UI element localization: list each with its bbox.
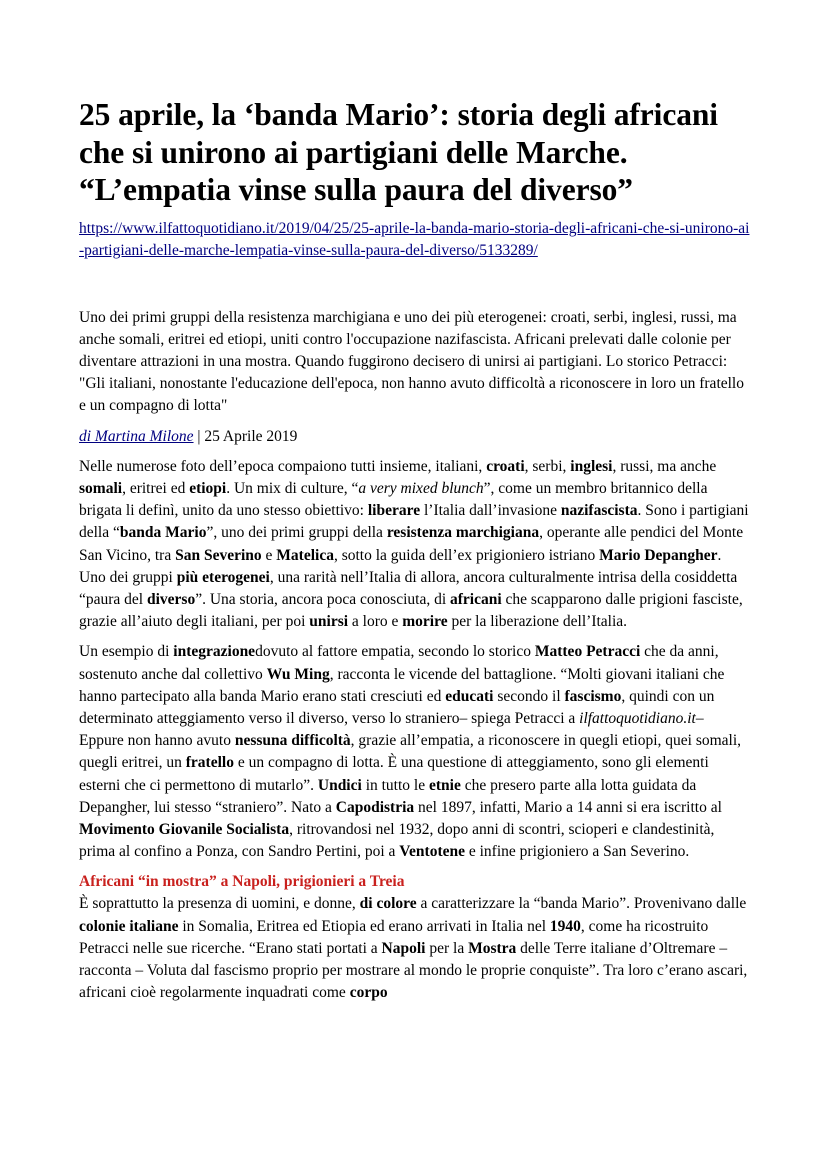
article (79, 96, 751, 1012)
article-summary: Uno dei primi gruppi della resistenza marchigiana e uno dei più eterogenei: croati, serbi, inglesi, russi, ma anche somali, eritrei ed etiopi, uniti contro l'occupazione nazifascista. Africani prelevati dalle colonie per diventare attrazioni in una mostra. Quando fuggirono decisero di unirsi ai partigiani. Lo storico Petracci: "Gli italiani, nonostante l'educazione dell'epoca, non hanno avuto difficoltà a riconoscere in loro un fratello e un compagno di lotta" (79, 308, 744, 415)
body-paragraph-3: È soprattutto la presenza di uomini, e donne, di colore a caratterizzare la “banda Mario”. Provenivano dalle colonie italiane in Somalia, Eritrea ed Etiopia ed erano arrivati in Italia nel 1940, come ha ricostruito Petracci nelle sue ricerche. “Erano stati portati a Napoli per la Mostra delle Terre italiane d’Oltremare – racconta – Voluta dal fascismo proprio per mostrare al mondo le proprie conquiste”. Tra loro c’erano ascari, africani cioè regolarmente inquadrati come corpo (79, 895, 748, 1002)
byline (79, 426, 751, 448)
article-title: 25 aprile, la ‘banda Mario’: storia degli africani che si unirono ai partigiani delle Marche. “L’empatia vinse sulla paura del diverso” (79, 97, 718, 207)
article-url-link[interactable]: https://www.ilfattoquotidiano.it/2019/04/25/25-aprile-la-banda-mario-storia-degli-africani-che-si-unirono-ai-partigiani-delle-marche-lempatia-vinse-sulla-paura-del-diverso/5133289/ (79, 219, 750, 259)
byline-separator: | (193, 427, 205, 445)
body-paragraph-1: Nelle numerose foto dell’epoca compaiono tutti insieme, italiani, croati, serbi, inglesi, russi, ma anche somali, eritrei ed etiopi. Un mix di culture, “a very mixed blunch”, come un membro britannico della brigata li definì, unito da uno stesso obiettivo: liberare l’Italia dall’invasione nazifascista. Sono i partigiani della “banda Mario”, uno dei primi gruppi della resistenza marchigiana, operante alle pendici del Monte San Vicino, tra San Severino e Matelica, sotto la guida dell’ex prigioniero istriano Mario Depangher. Uno dei gruppi più eterogenei, una rarità nell’Italia di allora, ancora culturalmente intrisa della cosiddetta “paura del diverso”. Una storia, ancora poca conosciuta, di africani che scapparono dalle prigioni fasciste, grazie all’aiuto degli italiani, per poi unirsi a loro e morire per la liberazione dell’Italia. (79, 457, 749, 631)
publish-date: 25 Aprile 2019 (204, 427, 298, 445)
body-paragraph-2: Un esempio di integrazionedovuto al fattore empatia, secondo lo storico Matteo Petracci che da anni, sostenuto anche dal collettivo Wu Ming, racconta le vicende del battaglione. “Molti giovani italiani che hanno partecipato alla banda Mario erano stati cresciuti ed educati secondo il fascismo, quindi con un determinato atteggiamento verso il diverso, verso lo straniero– spiega Petracci a ilfattoquotidiano.it– Eppure non hanno avuto nessuna difficoltà, grazie all’empatia, a riconoscere in quegli etiopi, quei somali, quegli eritrei, un fratello e un compagno di lotta. È una questione di atteggiamento, sono gli elementi esterni che ci permettono di mutarlo”. Undici in tutto le etnie che presero parte alla lotta guidata da Depangher, lui stesso “straniero”. Nato a Capodistria nel 1897, infatti, Mario a 14 anni si era iscritto al Movimento Giovanile Socialista, ritrovandosi nel 1932, dopo anni di scontri, scioperi e clandestinità, prima al confino a Ponza, con Sandro Pertini, poi a Ventotene e infine prigioniero a San Severino. (79, 643, 742, 861)
section-subheading: Africani “in mostra” a Napoli, prigionieri a Treia (79, 873, 405, 891)
author-link[interactable]: di Martina Milone (79, 427, 194, 445)
